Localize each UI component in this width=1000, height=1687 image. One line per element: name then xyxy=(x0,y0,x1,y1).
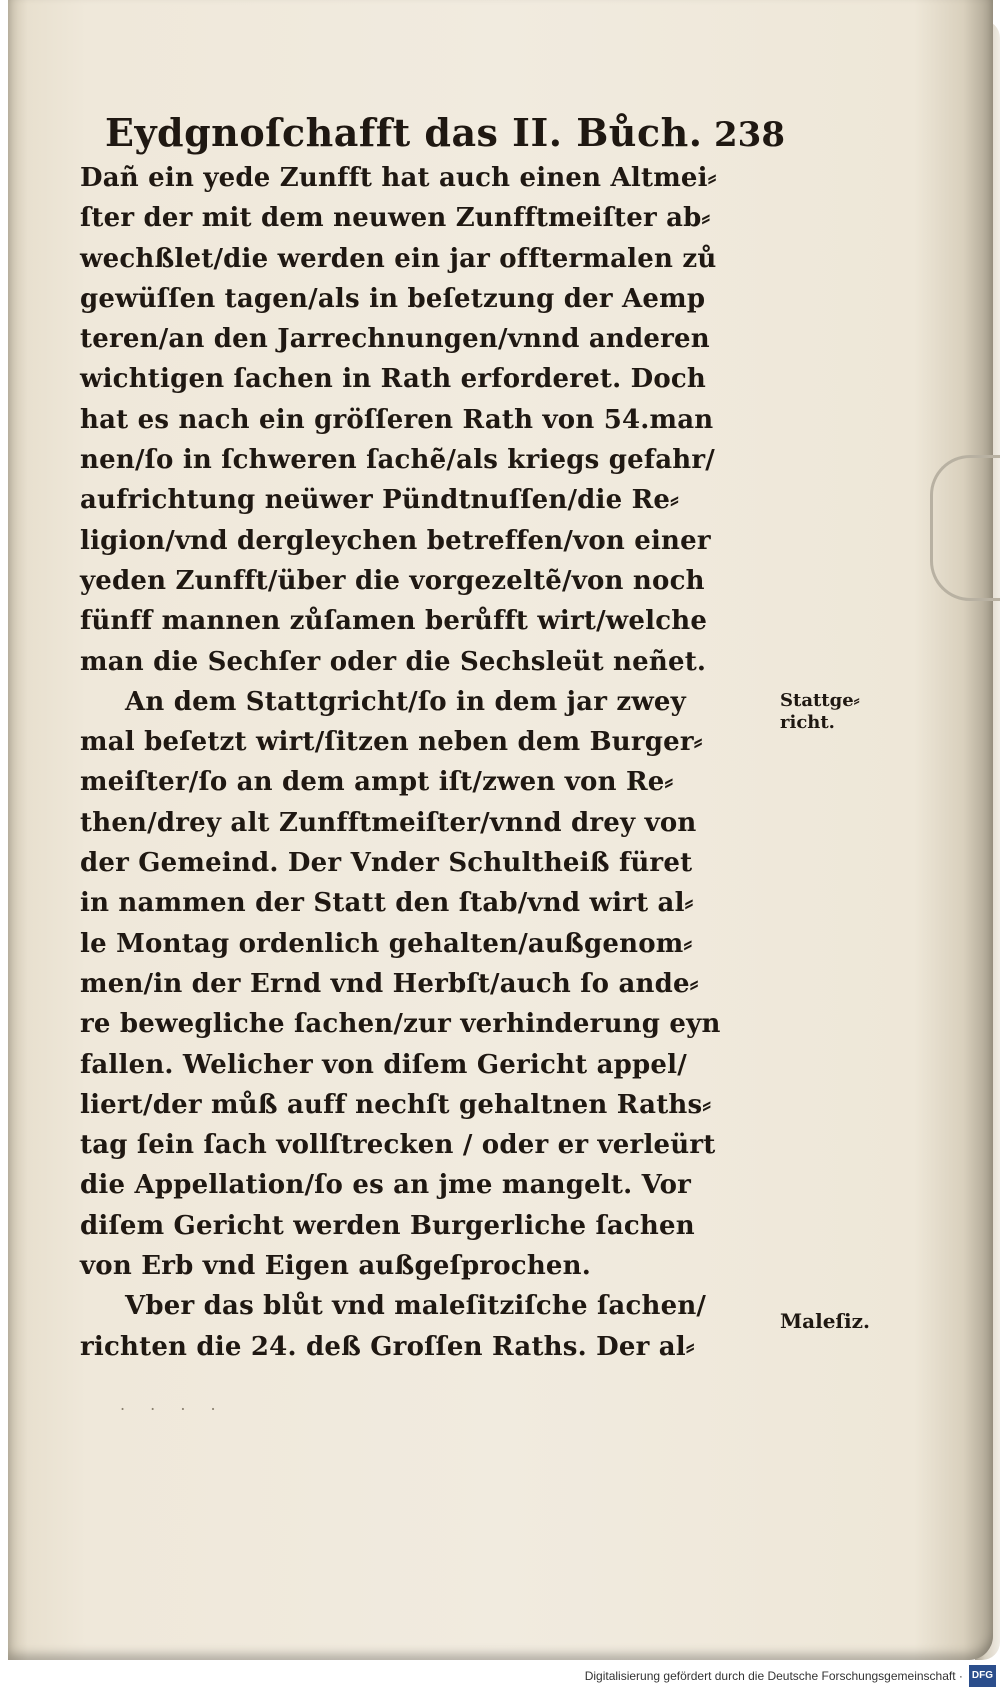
text-line: An dem Stattgricht/ſo in dem jar zwey xyxy=(125,686,686,717)
text-line: in nammen der Statt den ſtab/vnd wirt al⸗ xyxy=(80,888,694,919)
text-line: then/drey alt Zunfftmeiſter/vnnd drey von xyxy=(80,807,697,838)
text-line: die Appellation/ſo es an jme mangelt. Vor xyxy=(80,1170,692,1201)
marginal-note-malefiz: Maleſiz. xyxy=(780,1309,870,1333)
text-line: teren/an den Jarrechnungen/vnnd anderen xyxy=(80,324,710,355)
dfg-logo: DFG xyxy=(969,1665,996,1687)
footer-credit-text: Digitalisierung gefördert durch die Deutsche Forschungsgemeinschaft · xyxy=(584,1669,963,1683)
text-line: men/in der Ernd vnd Herbſt/auch ſo ande⸗ xyxy=(80,968,699,999)
text-line: hat es nach ein gröſſeren Rath von 54.man xyxy=(80,404,714,435)
bookmark-tab xyxy=(930,455,1000,601)
text-line: yeden Zunfft/über die vorgezeltẽ/von noch xyxy=(80,565,705,596)
text-line: liert/der můß auff nechſt gehaltnen Raths⸗ xyxy=(80,1089,712,1120)
text-line: Dañ ein yede Zunfft hat auch einen Altmei⸗ xyxy=(80,163,717,193)
ink-specks: . . . . xyxy=(120,1395,226,1414)
text-line: meiſter/ſo an dem ampt iſt/zwen von Re⸗ xyxy=(80,767,674,798)
text-line: mal beſetzt wirt/ſitzen neben dem Burger⸗ xyxy=(80,727,703,758)
text-line: fallen. Welicher von diſem Gericht appel/ xyxy=(80,1049,687,1080)
body-text xyxy=(80,158,800,1367)
text-line: wechßlet/die werden ein jar offtermalen zů xyxy=(80,243,717,274)
page-number: 238 xyxy=(714,115,785,155)
text-line: ligion/vnd dergleychen betreffen/von einer xyxy=(80,525,711,556)
page-header xyxy=(105,110,785,160)
marginal-note-stattgericht: Stattge⸗ richt. xyxy=(780,690,860,733)
text-line: der Gemeind. Der Vnder Schultheiß füret xyxy=(80,848,693,879)
text-line: tag ſein ſach vollſtrecken / oder er verleürt xyxy=(80,1130,716,1161)
text-line: diſem Gericht werden Burgerliche ſachen xyxy=(80,1210,695,1241)
text-line: fünff mannen zůſamen berůfft wirt/welche xyxy=(80,606,708,637)
text-line: von Erb vnd Eigen außgeſprochen. xyxy=(80,1251,592,1282)
text-line: richten die 24. deß Groſſen Raths. Der al⸗ xyxy=(80,1331,695,1362)
text-line: le Montag ordenlich gehalten/außgenom⸗ xyxy=(80,928,693,959)
text-line: ſter der mit dem neuwen Zunfftmeiſter ab⸗ xyxy=(80,203,711,234)
text-line: man die Sechſer oder die Sechsleüt neñet. xyxy=(80,646,707,677)
footer-credit xyxy=(500,1666,1000,1686)
text-line: wichtigen ſachen in Rath erforderet. Doch xyxy=(80,364,707,395)
text-line: nen/ſo in ſchweren ſachẽ/als kriegs gefahr/ xyxy=(80,445,715,476)
text-line: Vber das blůt vnd maleſitziſche ſachen/ xyxy=(125,1291,707,1322)
text-line: re bewegliche ſachen/zur verhinderung eyn xyxy=(80,1009,721,1040)
running-head: Eydgnoſchafft das II. Bůch. xyxy=(105,110,703,155)
text-line: gewüſſen tagen/als in beſetzung der Aemp xyxy=(80,283,706,314)
text-line: aufrichtung neüwer Pündtnuſſen/die Re⸗ xyxy=(80,485,680,516)
